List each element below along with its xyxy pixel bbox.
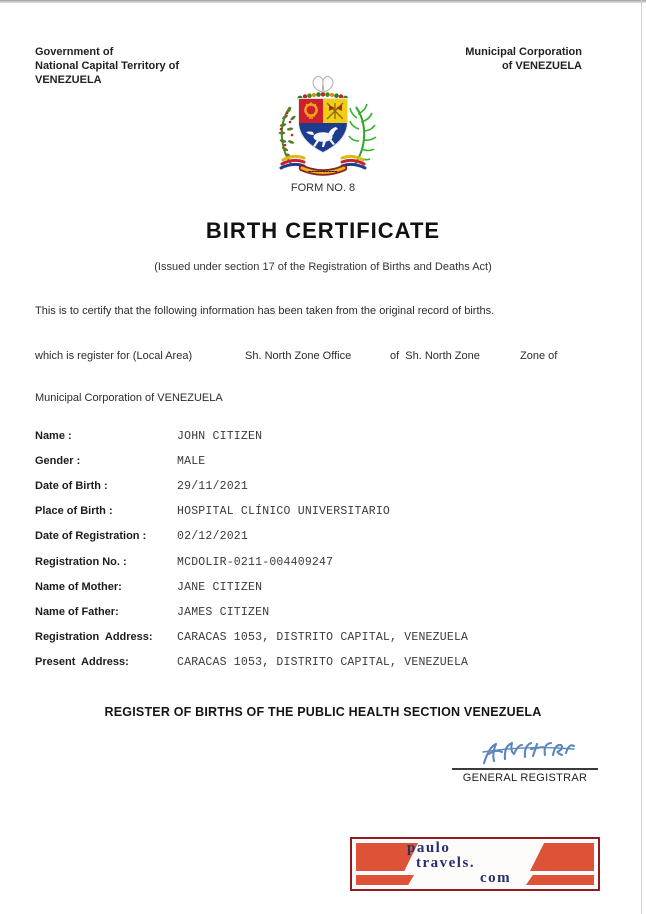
header-government (35, 45, 179, 87)
shield (299, 99, 348, 155)
field-value: MCDOLIR-0211-004409247 (177, 556, 334, 569)
certificate-subtitle: (Issued under section 17 of the Registration of Births and Deaths Act) (154, 261, 492, 273)
municipal-corporation-line: Municipal Corporation of VENEZUELA (35, 392, 223, 404)
form-number: FORM NO. 8 (290, 182, 356, 194)
field-label: Date of Birth : (35, 480, 108, 492)
certify-statement: This is to certify that the following information has been taken from the original record of births. (35, 305, 495, 317)
field-value: JANE CITIZEN (177, 581, 263, 594)
field-row-registration-address (0, 631, 646, 647)
field-label: Place of Birth : (35, 505, 113, 517)
field-row-registration-no (0, 556, 646, 572)
ribbon-icon (281, 156, 365, 172)
certificate-title: BIRTH CERTIFICATE (205, 218, 441, 243)
field-label: Date of Registration : (35, 530, 147, 542)
field-value: HOSPITAL CLÍNICO UNIVERSITARIO (177, 505, 391, 518)
venezuela-coat-of-arms-icon (265, 74, 381, 180)
register-of-births-heading: REGISTER OF BIRTHS OF THE PUBLIC HEALTH SECTION VENEZUELA (104, 705, 542, 719)
header-municipal-line1: Municipal Corporation (465, 46, 582, 58)
field-value: JAMES CITIZEN (177, 606, 270, 619)
field-label: Name of Father: (35, 606, 119, 618)
logo-text-line3: com (480, 870, 512, 886)
logo-text-line2: travels. (416, 855, 476, 871)
field-row-gender (0, 455, 646, 471)
field-label: Gender : (35, 455, 81, 467)
field-value: MALE (177, 455, 206, 468)
field-value: 29/11/2021 (177, 480, 249, 493)
scan-top-edge (0, 0, 646, 3)
field-label: Name of Mother: (35, 581, 122, 593)
header-government-line2: National Capital Territory of (35, 60, 180, 72)
cornucopia-icon (313, 76, 333, 92)
field-label: Name : (35, 430, 72, 442)
register-office-value: Sh. North Zone Office (245, 350, 352, 362)
field-row-name (0, 430, 646, 446)
field-row-date-of-registration (0, 530, 646, 546)
field-value: JOHN CITIZEN (177, 430, 263, 443)
paulo-travels-watermark (350, 837, 600, 891)
register-zone-value: of Sh. North Zone (390, 350, 480, 362)
field-row-present-address (0, 656, 646, 672)
logo-right-top-shape (530, 843, 594, 871)
registrar-title: GENERAL REGISTRAR (462, 772, 588, 784)
register-area-label: which is register for (Local Area) (35, 350, 193, 362)
header-government-line1: Government of (35, 46, 114, 58)
signature-line (452, 768, 598, 770)
header-government-line3: VENEZUELA (35, 74, 102, 86)
field-label: Registration Address: (35, 631, 153, 643)
header-municipal-line2: of VENEZUELA (501, 60, 582, 72)
field-value: 02/12/2021 (177, 530, 249, 543)
field-row-place-of-birth (0, 505, 646, 521)
field-label: Registration No. : (35, 556, 127, 568)
registrar-signature-icon (481, 739, 577, 769)
field-row-mother-name (0, 581, 646, 597)
header-municipal (465, 45, 582, 73)
logo-right-bottom-shape (526, 875, 594, 885)
field-row-father-name (0, 606, 646, 622)
field-value: CARACAS 1053, DISTRITO CAPITAL, VENEZUELA (177, 631, 469, 644)
logo-text-line1: paulo (407, 840, 451, 856)
palm-branch-icon (349, 104, 376, 164)
field-value: CARACAS 1053, DISTRITO CAPITAL, VENEZUELA (177, 656, 469, 669)
register-area-line (0, 350, 646, 364)
register-zone-of-label: Zone of (520, 350, 558, 362)
field-row-date-of-birth (0, 480, 646, 496)
field-label: Present Address: (35, 656, 129, 668)
logo-left-bottom-shape (356, 875, 414, 885)
